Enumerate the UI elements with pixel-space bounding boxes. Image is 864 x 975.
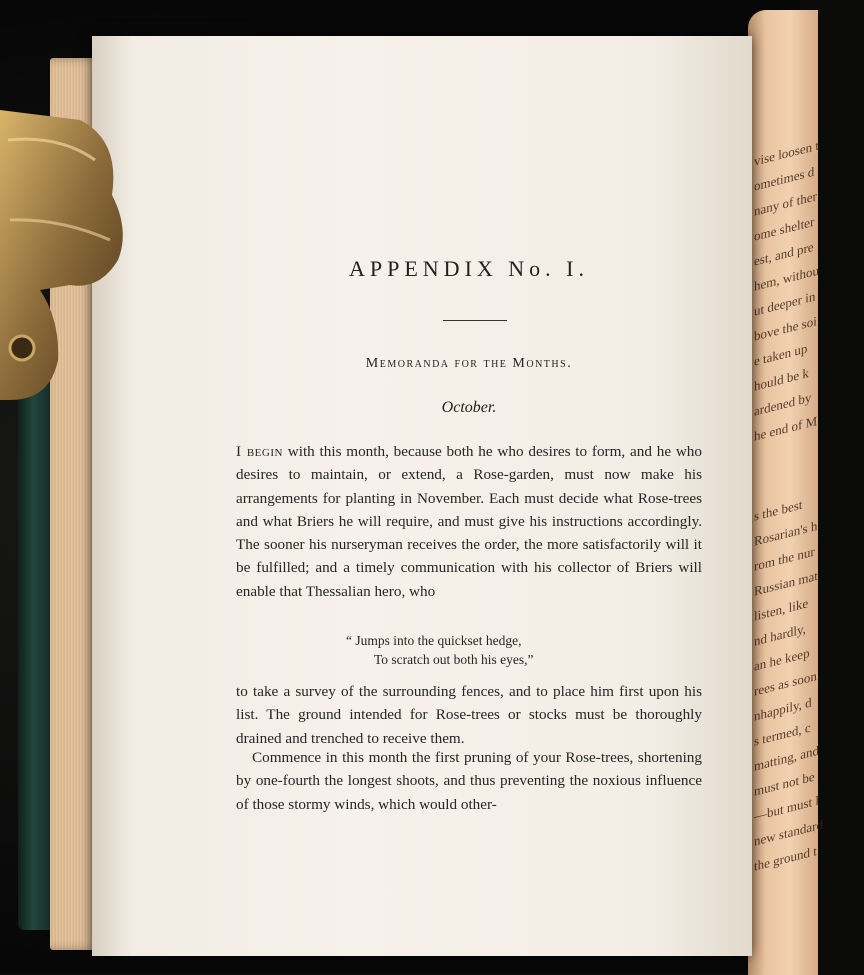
section-subtitle: Memoranda for the Months. <box>365 356 573 371</box>
facing-page-fragment: s termed, c <box>754 719 811 749</box>
facing-page-fragment: nd hardly, <box>754 620 806 649</box>
facing-page-fragment: nany of ther <box>754 188 817 219</box>
paragraph-1-text: with this month, because both he who desires to form, and he who desires to maintain, or extend, a Rose-garden, must now make his arrangements for planting in November. Each must decide what Rose-trees and what Briers he will require, and must give his instructions accordingly. The sooner his nurseryman receives the order, the more satisfactorily will it be fulfilled; and a timely communication with his collector of Briers will enable that Thessalian hero, who <box>236 443 702 600</box>
brass-clasp-icon <box>0 100 135 410</box>
title-rule <box>443 320 507 321</box>
facing-page-fragment: s the best <box>754 496 803 524</box>
paragraph-lead: I begin <box>236 443 283 460</box>
verse-quote <box>236 631 702 669</box>
facing-page-fragment: rees as soon <box>754 668 817 699</box>
facing-page-fragment: nhappily, d <box>754 694 812 724</box>
facing-page-fragment: must not be <box>754 768 815 799</box>
paragraph-2: to take a survey of the surrounding fences, and to place him first upon his list. The ground intended for Rose-trees or stocks must be thoroughly drained and trenched to receive them. <box>236 683 702 747</box>
facing-page-fragment: an he keep <box>754 644 810 674</box>
facing-page-fragment: vise loosen t <box>754 137 819 169</box>
verse-line-2: To scratch out both his eyes,” <box>374 652 534 667</box>
facing-page-fragment: the ground t <box>754 843 817 874</box>
facing-page-fragment: est, and pre <box>754 238 814 269</box>
page-title: APPENDIX No. I. <box>349 256 589 281</box>
facing-page-fragment: matting, and <box>754 742 819 774</box>
facing-page-fragment: listen, like <box>754 595 809 624</box>
facing-page-fragment: hould be k <box>754 365 809 394</box>
facing-page-fragment: new standard <box>754 816 823 849</box>
paragraph-3: Commence in this month the first pruning of your Rose-trees, shortening by one-fourth the longest shoots, and thus preventing the noxious influence of those stormy winds, which would other- <box>236 749 702 813</box>
facing-page-fragment: Russian mat <box>754 567 818 599</box>
verse-line-1: “ Jumps into the quickset hedge, <box>346 633 522 648</box>
month-heading: October. <box>441 399 497 416</box>
facing-page-fragment: hem, withou <box>754 262 819 294</box>
facing-page-fragment: —but must l <box>754 792 820 824</box>
facing-page-fragment: ut deeper in <box>754 288 816 319</box>
facing-page-fragment: ome shelter <box>754 213 815 244</box>
facing-page-fragment: e taken up <box>754 340 808 369</box>
paragraph-1 <box>236 440 702 603</box>
facing-page-fragment: he end of M <box>754 412 818 444</box>
facing-page <box>748 10 823 975</box>
facing-page-fragment: rom the nur <box>754 543 815 574</box>
facing-page-fragment: ardened by <box>754 389 812 419</box>
facing-page-fragment: ometimes d <box>754 163 815 194</box>
facing-page-fragment: bove the soi <box>754 313 817 344</box>
facing-page-fragment: Rosarian's h <box>754 517 818 549</box>
